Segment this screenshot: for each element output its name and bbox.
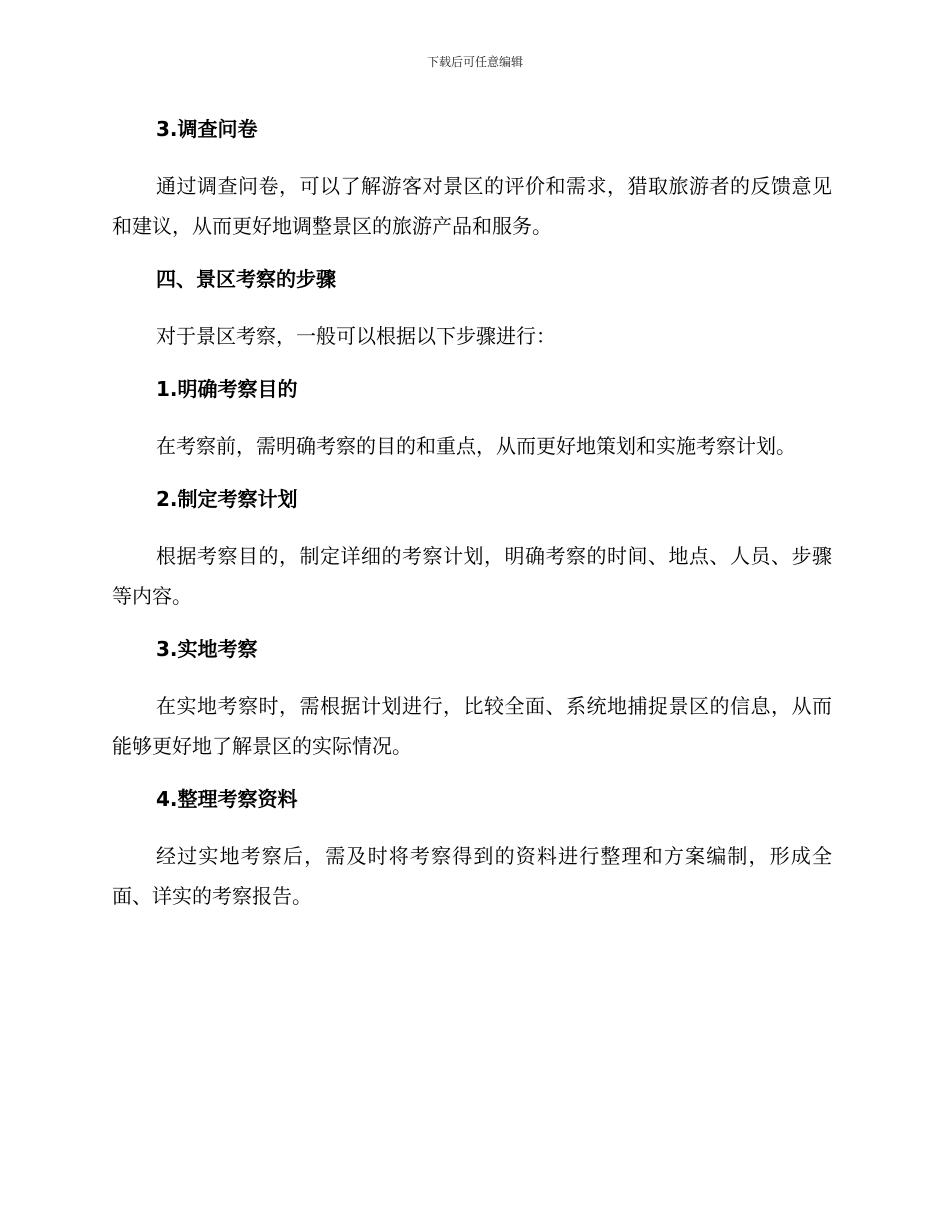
page-header: 下载后可任意编辑	[426, 55, 523, 69]
paragraph-step4: 经过实地考察后，需及时将考察得到的资料进行整理和方案编制，形成全面、详实的考察报告。	[112, 844, 832, 908]
section-heading-step4: 4.整理考察资料	[156, 787, 298, 811]
paragraph-survey: 通过调查问卷，可以了解游客对景区的评价和需求，猎取旅游者的反馈意见和建议，从而更好地调整景区的旅游产品和服务。	[112, 174, 832, 238]
paragraph-step3: 在实地考察时，需根据计划进行，比较全面、系统地捕捉景区的信息，从而能够更好地了解景区的实际情况。	[112, 694, 832, 758]
section-heading-step2: 2.制定考察计划	[156, 487, 298, 511]
document-body	[112, 112, 832, 916]
section-heading-step3: 3.实地考察	[156, 637, 258, 661]
paragraph-step2: 根据考察目的，制定详细的考察计划，明确考察的时间、地点、人员、步骤等内容。	[112, 544, 832, 608]
section-heading-steps: 四、景区考察的步骤	[156, 267, 336, 291]
paragraph-step1: 在考察前，需明确考察的目的和重点，从而更好地策划和实施考察计划。	[156, 434, 796, 458]
section-heading-survey: 3.调查问卷	[156, 117, 258, 141]
paragraph-steps-intro: 对于景区考察，一般可以根据以下步骤进行：	[156, 324, 556, 348]
section-heading-step1: 1.明确考察目的	[156, 377, 298, 401]
